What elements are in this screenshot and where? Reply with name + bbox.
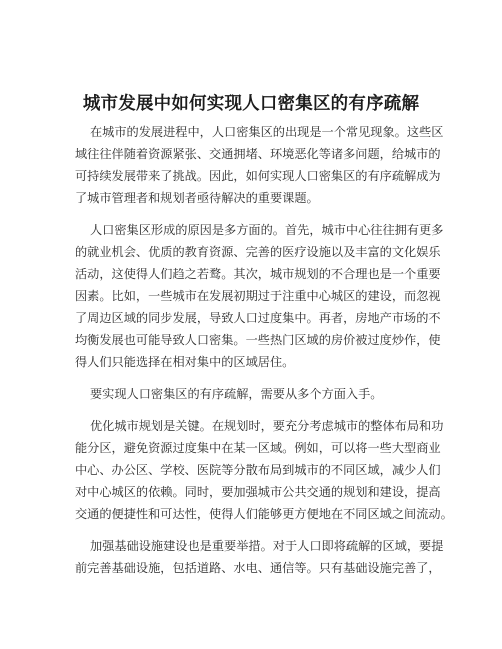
paragraph-4-line-2: 能分区，避免资源过度集中在某一区域。例如，可以将一些大型商业 — [75, 441, 441, 455]
paragraph-4-line-1: 优化城市规划是关键。在规划时，要充分考虑城市的整体布局和功 — [90, 419, 444, 433]
paragraph-2-line-2: 的就业机会、优质的教育资源、完善的医疗设施以及丰富的文化娱乐 — [75, 245, 441, 259]
paragraph-1-line-1: 在城市的发展进程中，人口密集区的出现是一个常见现象。这些区 — [90, 125, 444, 139]
paragraph-3-line-1: 要实现人口密集区的有序疏解，需要从多个方面入手。 — [90, 387, 383, 401]
paragraph-2-line-4: 因素。比如，一些城市在发展初期过于注重中心城区的建设，而忽视 — [75, 289, 441, 303]
paragraph-2-line-3: 活动，这使得人们趋之若鹜。其次，城市规划的不合理也是一个重要 — [75, 267, 441, 281]
paragraph-2-line-6: 均衡发展也可能导致人口密集。一些热门区域的房价被过度炒作，使 — [75, 333, 441, 347]
paragraph-1-line-3: 可持续发展带来了挑战。因此，如何实现人口密集区的有序疏解成为 — [75, 169, 441, 183]
paragraph-5-line-2: 前完善基础设施，包括道路、水电、通信等。只有基础设施完善了， — [75, 561, 441, 575]
document-title: 城市发展中如何实现人口密集区的有序疏解 — [82, 94, 420, 114]
paragraph-4-line-4: 对中心城区的依赖。同时，要加强城市公共交通的规划和建设，提高 — [75, 485, 441, 499]
paragraph-5-line-1: 加强基础设施建设也是重要举措。对于人口即将疏解的区域，要提 — [90, 539, 444, 553]
paragraph-1-line-4: 了城市管理者和规划者亟待解决的重要课题。 — [75, 191, 319, 205]
paragraph-2-line-5: 了周边区域的同步发展，导致人口过度集中。再者，房地产市场的不 — [75, 311, 441, 325]
paragraph-2-line-1: 人口密集区形成的原因是多方面的。首先，城市中心往往拥有更多 — [90, 223, 444, 237]
paragraph-1-line-2: 域往往伴随着资源紧张、交通拥堵、环境恶化等诸多问题，给城市的 — [75, 147, 441, 161]
paragraph-4-line-5: 交通的便捷性和可达性，使得人们能够更方便地在不同区域之间流动。 — [75, 507, 453, 521]
paragraph-4-line-3: 中心、办公区、学校、医院等分散布局到城市的不同区域，减少人们 — [75, 463, 441, 477]
paragraph-2-line-7: 得人们只能选择在相对集中的区域居住。 — [75, 355, 295, 369]
